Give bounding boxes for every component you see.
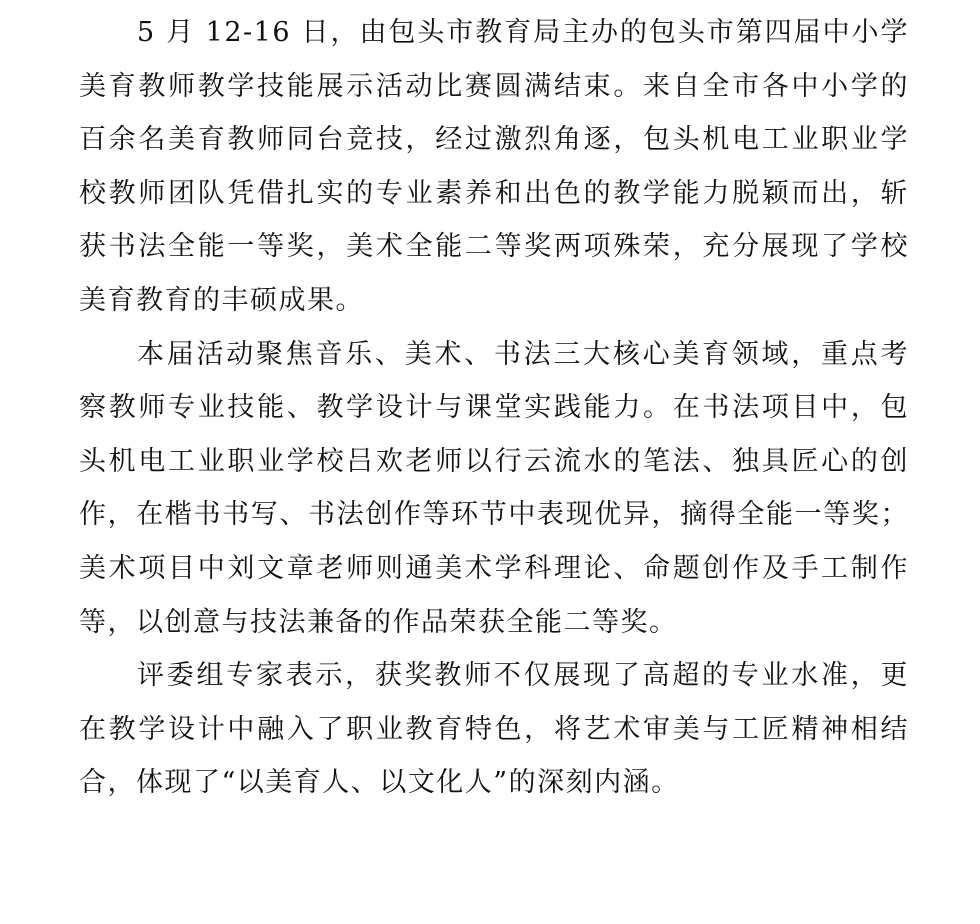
text-line: 作，在楷书书写、书法创作等环节中表现优异，摘得全能一等奖； (79, 499, 909, 531)
text-line: 本届活动聚焦音乐、美术、书法三大核心美育领域，重点考 (137, 338, 909, 370)
text-line: 在教学设计中融入了职业教育特色，将艺术审美与工匠精神相结 (79, 713, 909, 745)
text-line: 美育教师教学技能展示活动比赛圆满结束。来自全市各中小学的 (79, 70, 909, 102)
text-line: 等，以创意与技法兼备的作品荣获全能二等奖。 (79, 606, 678, 638)
text-line: 获书法全能一等奖，美术全能二等奖两项殊荣，充分展现了学校 (79, 231, 909, 263)
text-line: 评委组专家表示，获奖教师不仅展现了高超的专业水准，更 (137, 660, 909, 692)
text-line: 头机电工业职业学校吕欢老师以行云流水的笔法、独具匠心的创 (79, 445, 909, 477)
paragraph-1 (79, 6, 909, 328)
text-line: 百余名美育教师同台竞技，经过激烈角逐，包头机电工业职业学 (79, 124, 909, 156)
text-line: 美术项目中刘文章老师则通美术学科理论、命题创作及手工制作 (79, 552, 909, 584)
text-line: 校教师团队凭借扎实的专业素养和出色的教学能力脱颖而出，斩 (79, 177, 909, 209)
article-body (79, 6, 909, 810)
text-line: 合，体现了“以美育人、以文化人”的深刻内涵。 (79, 767, 680, 799)
text-line: 美育教育的丰硕成果。 (79, 284, 364, 316)
paragraph-3 (79, 649, 909, 810)
text-line: 察教师专业技能、教学设计与课堂实践能力。在书法项目中，包 (79, 392, 909, 424)
text-line: 5 月 12-16 日，由包头市教育局主办的包头市第四届中小学 (137, 17, 909, 48)
paragraph-2 (79, 328, 909, 650)
